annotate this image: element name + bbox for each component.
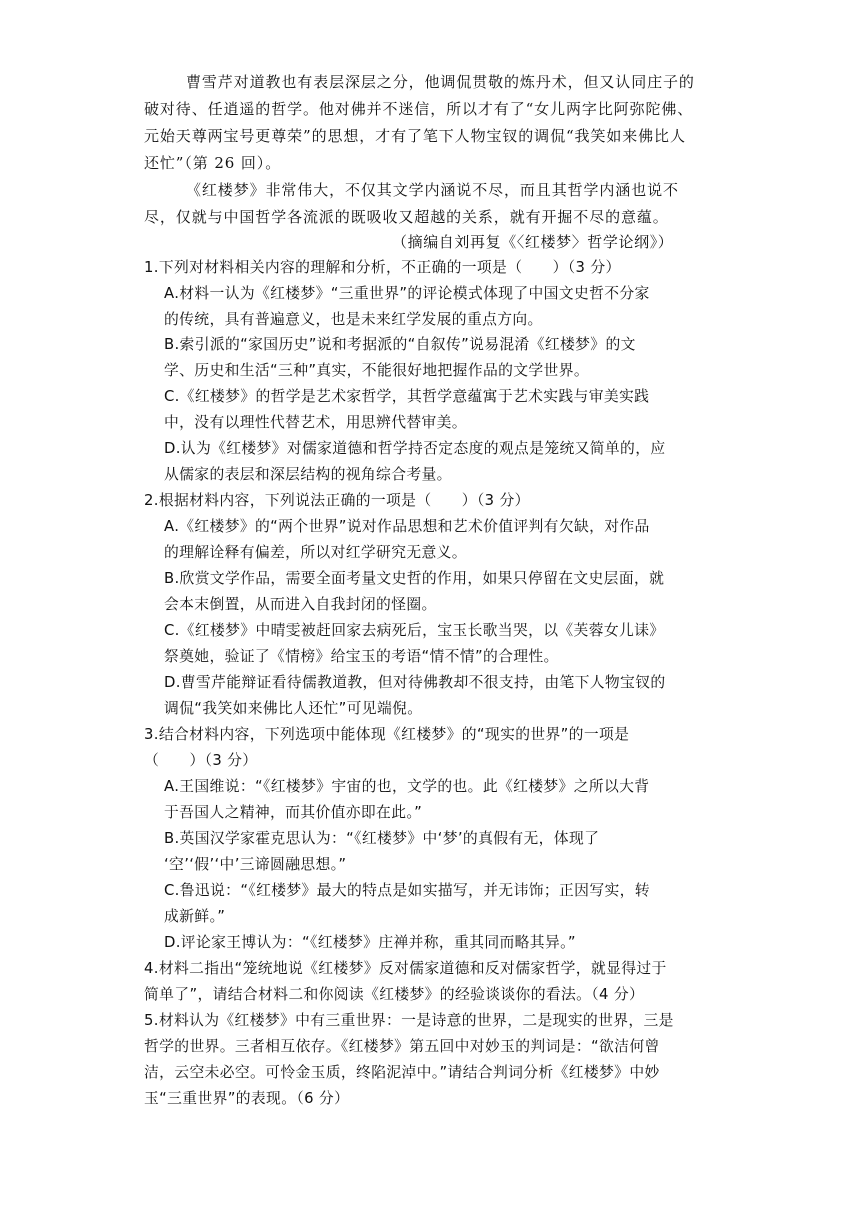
question-3-option-a-line-2: 于吾国人之精神，而其价值亦即在此。” [164,804,423,821]
question-1-option-d-line-2: 从儒家的表层和深层结构的视角综合考量。 [164,466,452,483]
question-1-stem: 1.下列对材料相关内容的理解和分析，不正确的一项是（ ）（3 分） [144,259,621,276]
question-5-stem-line-3: 洁，云空未必空。可怜金玉质，终陷泥淖中。”请结合判词分析《红楼梦》中妙 [144,1064,660,1081]
passage-p1-line-2: 破对待、任逍遥的哲学。他对佛并不迷信，所以才有了“女儿两字比阿弥陀佛、 [144,100,694,118]
question-3-option-d: D.评论家王博认为：“《红楼梦》庄禅并称，重其同而略其异。” [164,934,576,951]
question-3-option-c-line-2: 成新鲜。” [164,908,226,925]
question-3-option-b-line-2: ‘空’‘假’‘中’三谛圆融思想。” [164,856,347,873]
question-2-option-a-line-1: A.《红楼梦》的“两个世界”说对作品思想和艺术价值评判有欠缺，对作品 [164,518,650,535]
passage-p1-line-1: 曹雪芹对道教也有表层深层之分，他调侃贯敬的炼丹术，但又认同庄子的 [186,73,695,91]
question-3-option-a-line-1: A.王国维说：“《红楼梦》宇宙的也，文学的也。此《红楼梦》之所以大背 [164,778,650,795]
question-2-option-b-line-1: B.欣赏文学作品，需要全面考量文史哲的作用，如果只停留在文史层面，就 [164,570,665,587]
question-3-option-c-line-1: C.鲁迅说：“《红楼梦》最大的特点是如实描写，并无讳饰；正因写实，转 [164,882,650,899]
question-1-option-a-line-2: 的传统，具有普遍意义，也是未来红学发展的重点方向。 [164,311,543,328]
passage-p1-line-4: 还忙”（第 26 回）。 [144,154,282,172]
question-1-option-c-line-2: 中，没有以理性代替艺术，用思辨代替审美。 [164,414,467,431]
passage-p2-line-2: 尽，仅就与中国哲学各流派的既吸收又超越的关系，就有开掘不尽的意蕴。 [144,208,669,226]
question-4-stem-line-1: 4.材料二指出“笼统地说《红楼梦》反对儒家道德和反对儒家哲学，就显得过于 [144,960,667,977]
question-2-option-c-line-2: 祭奠她，验证了《情榜》给宝玉的考语“情不情”的合理性。 [164,648,559,665]
question-5-stem-line-4: 玉“三重世界”的表现。（6 分） [144,1090,350,1107]
question-1-option-b-line-2: 学、历史和生活“三种”真实，不能很好地把握作品的文学世界。 [164,362,589,379]
question-2-option-b-line-2: 会本末倒置，从而进入自我封闭的怪圈。 [164,596,437,613]
passage-source: （摘编自刘再复《〈红楼梦〉哲学论纲》） [392,233,674,251]
question-4-stem-line-2: 简单了”，请结合材料二和你阅读《红楼梦》的经验谈谈你的看法。（4 分） [144,986,645,1003]
passage-p1-line-3: 元始天尊两宝号更尊荣”的思想，才有了笔下人物宝钗的调侃“我笑如来佛比人 [144,127,686,145]
question-5-stem-line-2: 哲学的世界。三者相互依存。《红楼梦》第五回中对妙玉的判词是：“欲洁何曾 [144,1038,660,1055]
question-1-option-c-line-1: C.《红楼梦》的哲学是艺术家哲学，其哲学意蕴寓于艺术实践与审美实践 [164,388,650,405]
question-3-option-b-line-1: B.英国汉学家霍克思认为：“《红楼梦》中‘梦’的真假有无，体现了 [164,830,600,847]
question-1-option-b-line-1: B.索引派的“家国历史”说和考据派的“自叙传”说易混淆《红楼梦》的文 [164,336,636,353]
question-1-option-d-line-1: D.认为《红楼梦》对儒家道德和哲学持否定态度的观点是笼统又简单的，应 [164,440,666,457]
question-2-option-c-line-1: C.《红楼梦》中晴雯被赶回家去病死后，宝玉长歌当哭，以《芙蓉女儿诔》 [164,622,665,639]
question-3-stem-line-1: 3.结合材料内容，下列选项中能体现《红楼梦》的“现实的世界”的一项是 [144,726,630,743]
question-2-option-d-line-1: D.曹雪芹能辩证看待儒教道教，但对待佛教却不很支持，由笔下人物宝钗的 [164,674,666,691]
question-3-stem-line-2: （ ）（3 分） [144,752,258,769]
passage-p2-line-1: 《红楼梦》非常伟大，不仅其文学内涵说不尽，而且其哲学内涵也说不 [186,181,679,199]
question-5-stem-line-1: 5.材料认为《红楼梦》中有三重世界：一是诗意的世界，二是现实的世界，三是 [144,1012,674,1029]
question-2-option-d-line-2: 调侃“我笑如来佛比人还忙”可见端倪。 [164,700,423,717]
question-1-option-a-line-1: A.材料一认为《红楼梦》“三重世界”的评论模式体现了中国文史哲不分家 [164,285,650,302]
question-2-option-a-line-2: 的理解诠释有偏差，所以对红学研究无意义。 [164,544,467,561]
question-2-stem: 2.根据材料内容，下列说法正确的一项是（ ）（3 分） [144,492,530,509]
